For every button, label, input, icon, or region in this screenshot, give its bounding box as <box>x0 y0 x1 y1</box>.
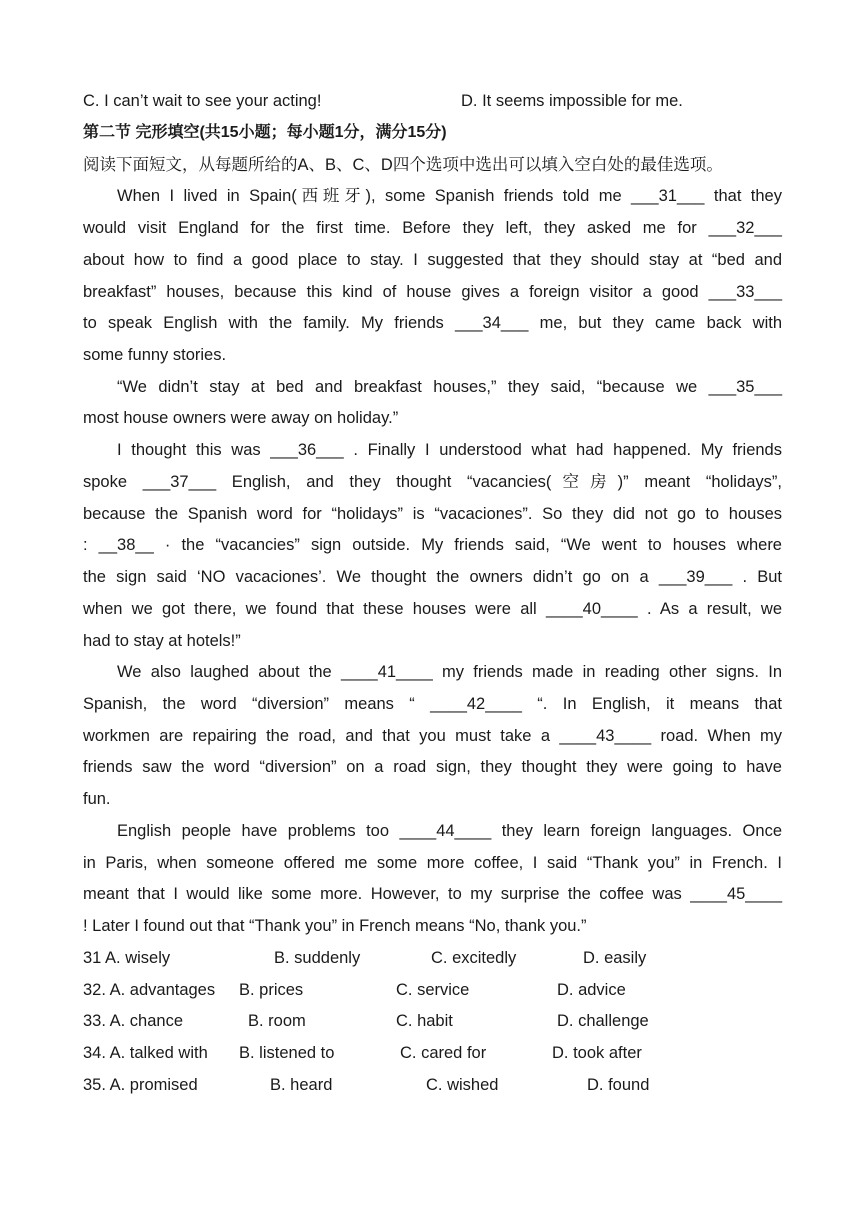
option-b: B. room <box>248 1012 306 1030</box>
passage-line: I thought this was ___36___ . Finally I understood what had happened. My friends <box>117 441 782 459</box>
passage-line: ! Later I found out that “Thank you” in French means “No, thank you.” <box>83 917 587 935</box>
option-c: C. service <box>396 981 470 999</box>
passage-line: in Paris, when someone offered me some more coffee, I said “Thank you” in French. I <box>83 854 782 872</box>
section-instruction: 阅读下面短文，从每题所给的A、B、C、D四个选项中选出可以填入空白处的最佳选项。 <box>83 156 723 174</box>
passage-line: We also laughed about the ____41____ my friends made in reading other signs. In <box>117 663 782 681</box>
passage-line: would visit England for the first time. Before they left, they asked me for ___32___ <box>83 219 782 237</box>
prev-option-d: D. It seems impossible for me. <box>461 92 683 110</box>
option-b: B. prices <box>239 981 304 999</box>
section-heading: 第二节 完形填空(共15小题；每小题1分，满分15分) <box>83 124 447 141</box>
passage-line: some funny stories. <box>83 346 227 364</box>
option-d: D. easily <box>583 949 647 967</box>
passage-line: because the Spanish word for “holidays” is “vacaciones”. So they did not go to houses <box>83 505 782 523</box>
option-a: 33. A. chance <box>83 1012 183 1030</box>
passage-line: meant that I would like some more. However, to my surprise the coffee was ____45____ <box>83 885 782 903</box>
option-d: D. challenge <box>557 1012 649 1030</box>
option-c: C. wished <box>426 1076 499 1094</box>
option-b: B. heard <box>270 1076 333 1094</box>
passage-line: friends saw the word “diversion” on a road sign, they thought they were going to have <box>83 758 782 776</box>
passage-line: when we got there, we found that these houses were all ____40____ . As a result, we <box>83 600 782 618</box>
passage-line: to speak English with the family. My friends ___34___ me, but they came back with <box>83 314 782 332</box>
prev-option-c: C. I can’t wait to see your acting! <box>83 92 322 110</box>
option-a: 35. A. promised <box>83 1076 198 1094</box>
passage-line: about how to find a good place to stay. I suggested that they should stay at “bed and <box>83 251 782 269</box>
passage-line: Spanish, the word “diversion” means “ ____42____ “. In English, it means that <box>83 695 782 713</box>
option-b: B. listened to <box>239 1044 335 1062</box>
option-a: 32. A. advantages <box>83 981 216 999</box>
option-c: C. cared for <box>400 1044 487 1062</box>
passage-line: English people have problems too ____44____ they learn foreign languages. Once <box>117 822 782 840</box>
option-a: 31 A. wisely <box>83 949 171 967</box>
passage-line: most house owners were away on holiday.” <box>83 409 399 427</box>
option-a: 34. A. talked with <box>83 1044 208 1062</box>
passage-line: workmen are repairing the road, and that you must take a ____43____ road. When my <box>83 727 782 745</box>
passage-line: fun. <box>83 790 111 808</box>
passage-line: “We didn’t stay at bed and breakfast houses,” they said, “because we ___35___ <box>117 378 782 396</box>
passage-line: had to stay at hotels!” <box>83 632 241 650</box>
option-d: D. advice <box>557 981 626 999</box>
option-d: D. took after <box>552 1044 642 1062</box>
option-c: C. habit <box>396 1012 453 1030</box>
option-c: C. excitedly <box>431 949 517 967</box>
passage-line: spoke ___37___ English, and they thought “vacancies(空房)” meant “holidays”, <box>83 473 782 491</box>
passage-line: breakfast” houses, because this kind of house gives a foreign visitor a good ___33___ <box>83 283 782 301</box>
passage-line: When I lived in Spain(西班牙), some Spanish friends told me ___31___ that they <box>117 187 782 205</box>
option-d: D. found <box>587 1076 650 1094</box>
passage-line: : __38__ · the “vacancies” sign outside. My friends said, “We went to houses where <box>83 536 782 554</box>
passage-line: the sign said ‘NO vacaciones’. We thought the owners didn’t go on a ___39___ . But <box>83 568 782 586</box>
option-b: B. suddenly <box>274 949 361 967</box>
